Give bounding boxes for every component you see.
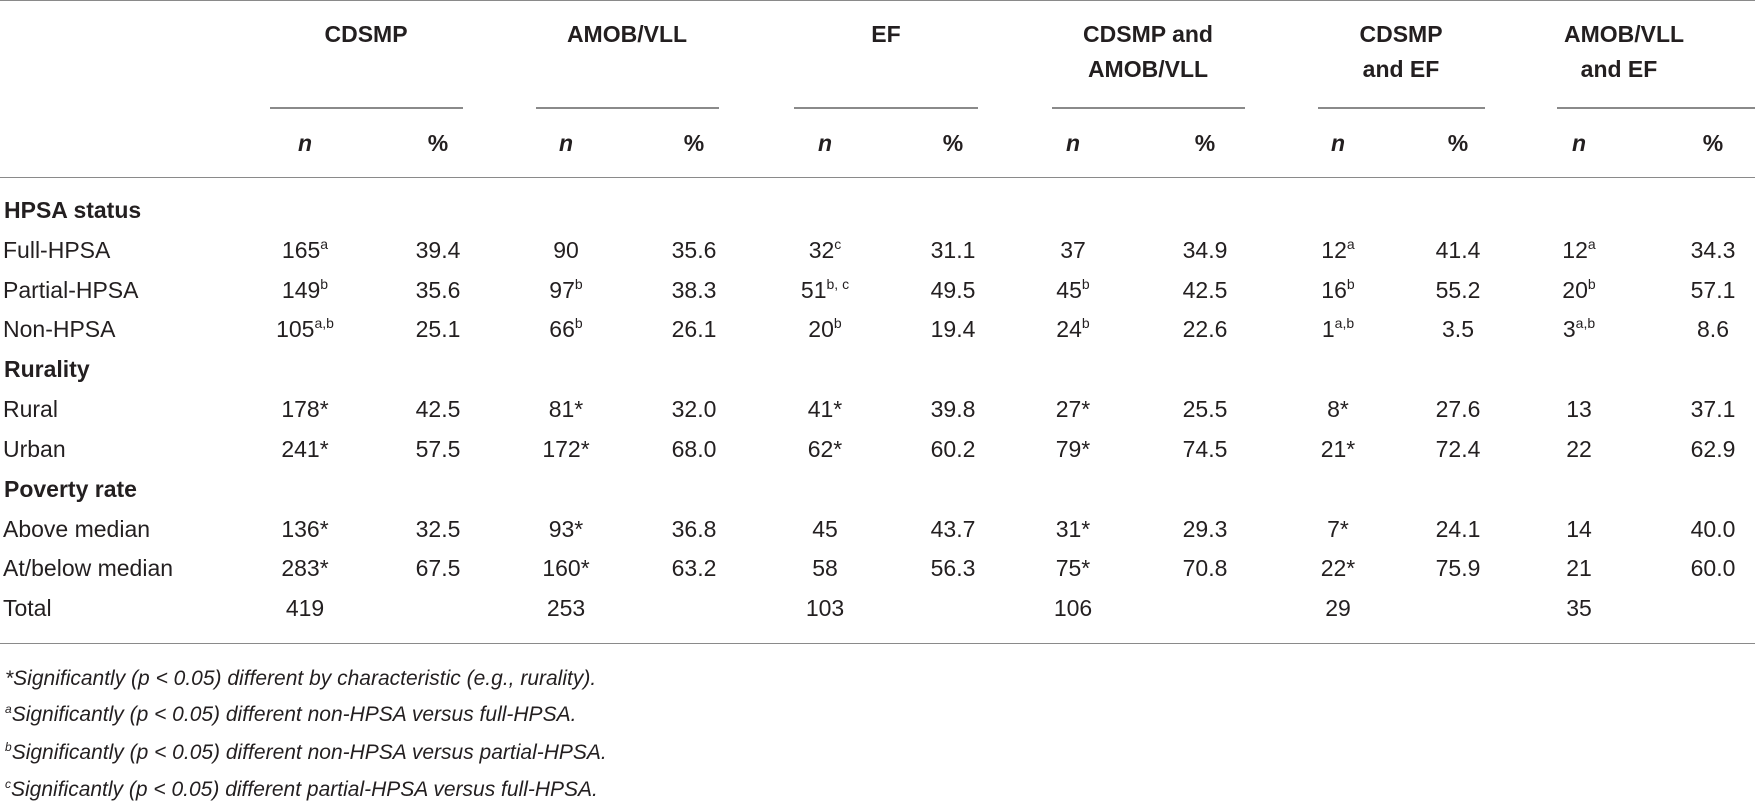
cell-pct: 22.6: [1182, 316, 1228, 342]
group-underline-ef: [794, 107, 978, 109]
cell-n-value: 93*: [548, 516, 584, 542]
cell-pct: 25.5: [1182, 396, 1228, 422]
cell-n-value: 3: [1562, 316, 1576, 342]
cell-n-value: 241*: [281, 436, 329, 462]
row-label: Partial-HPSA: [3, 277, 139, 303]
cell-pct: 74.5: [1182, 436, 1228, 462]
cell-n-value: 29: [1325, 595, 1351, 621]
cell-n: [808, 236, 842, 263]
cell-n-value: 178*: [281, 396, 329, 422]
cell-n-value: 283*: [281, 555, 329, 581]
cell-n-value: 21: [1566, 555, 1592, 581]
cell-n: [1562, 315, 1596, 342]
cell-n: [1321, 236, 1355, 263]
group-underline-amob-ef: [1557, 107, 1755, 109]
cell-n: [808, 315, 842, 342]
subheader-n: n: [1330, 130, 1346, 156]
cell-pct: 34.3: [1690, 237, 1736, 263]
row-label: Above median: [3, 516, 151, 542]
cell-n-value: 14: [1566, 516, 1592, 542]
cell-n-value: 13: [1566, 396, 1592, 422]
cell-n-value: 419: [285, 595, 325, 621]
cell-n-value: 12: [1321, 237, 1347, 263]
cell-n-value: 20: [808, 316, 834, 342]
column-header-cdsmp-ef: CDSMP and EF: [1359, 21, 1443, 82]
cell-pct: 42.5: [1182, 277, 1228, 303]
subheader-n: n: [558, 130, 574, 156]
cell-n-value: 41*: [807, 396, 843, 422]
subheader-n: n: [1065, 130, 1081, 156]
cell-n-value: 75*: [1055, 555, 1091, 581]
cell-n: [549, 518, 584, 541]
column-header-cdsmp: CDSMP: [324, 21, 408, 47]
cell-n-value: 103: [805, 595, 845, 621]
cell-n: [1056, 398, 1091, 421]
cell-superscript: a: [320, 236, 329, 252]
cell-n: [1056, 518, 1091, 541]
subheader-pct: %: [1447, 130, 1469, 156]
cell-pct: 42.5: [415, 396, 461, 422]
cell-pct: 8.6: [1697, 316, 1729, 342]
cell-pct: 39.8: [930, 396, 976, 422]
cell-n-value: 7*: [1327, 516, 1349, 542]
section-title-hpsa-status: HPSA status: [4, 197, 142, 223]
subheader-n: n: [1571, 130, 1587, 156]
cell-superscript: c: [834, 236, 842, 252]
group-underline-cdsmp-amob: [1052, 107, 1245, 109]
cell-pct: 31.1: [930, 237, 976, 263]
cell-pct: 29.3: [1182, 516, 1228, 542]
table-bottom-rule: [0, 643, 1755, 644]
cell-n-value: 1: [1321, 316, 1335, 342]
row-label: Urban: [3, 436, 66, 462]
cell-pct: 60.2: [930, 436, 976, 462]
footnote: [5, 704, 576, 725]
cell-n-value: 12: [1562, 237, 1588, 263]
subheader-pct: %: [1194, 130, 1216, 156]
cell-pct: 56.3: [930, 555, 976, 581]
cell-n: [549, 276, 583, 303]
cell-n-value: 62*: [807, 436, 843, 462]
cell-pct: 57.5: [415, 436, 461, 462]
cell-superscript: a: [1587, 236, 1596, 252]
cell-n-value: 58: [812, 555, 838, 581]
cell-superscript: b: [1081, 315, 1090, 331]
footnote-text: *Significantly (p < 0.05) different by characteristic (e.g., rurality).: [5, 667, 597, 690]
cell-n: [281, 557, 328, 580]
cell-pct: 32.0: [671, 396, 717, 422]
cell-pct: 24.1: [1435, 516, 1481, 542]
cell-n: [806, 597, 844, 620]
cell-n-value: 66: [549, 316, 575, 342]
cell-n-value: 24: [1056, 316, 1082, 342]
cell-n: [281, 398, 328, 421]
cell-n: [542, 438, 589, 461]
cell-n: [281, 236, 329, 263]
cell-n-value: 136*: [281, 516, 329, 542]
cell-superscript: b: [833, 315, 842, 331]
cell-n: [281, 518, 328, 541]
cell-pct: 68.0: [671, 436, 717, 462]
cell-n-value: 22: [1566, 436, 1592, 462]
cell-pct: 49.5: [930, 277, 976, 303]
cell-n: [1327, 398, 1349, 421]
group-underline-amob-vll: [536, 107, 719, 109]
section-title-rurality: Rurality: [4, 356, 90, 382]
footnote-text: Significantly (p < 0.05) different non-HPSA versus full-HPSA.: [11, 703, 577, 726]
cell-n-value: 32: [808, 237, 835, 263]
cell-superscript: a,b: [1334, 315, 1355, 331]
row-label: Full-HPSA: [3, 237, 111, 263]
header-bottom-rule: [0, 177, 1755, 178]
cell-n: [1054, 597, 1092, 620]
footnote-mark: a: [5, 702, 12, 716]
cell-n-value: 79*: [1055, 436, 1091, 462]
cell-n: [1566, 518, 1592, 541]
cell-n-value: 45: [1056, 277, 1082, 303]
cell-pct: 25.1: [415, 316, 461, 342]
cell-n: [1056, 276, 1090, 303]
cell-n: [1321, 557, 1356, 580]
cell-n: [1321, 276, 1355, 303]
footnote: [5, 668, 596, 689]
cell-pct: 32.5: [415, 516, 461, 542]
group-underline-cdsmp: [270, 107, 463, 109]
cell-n: [1566, 438, 1592, 461]
footnote-mark: c: [5, 777, 11, 791]
subheader-n: n: [297, 130, 313, 156]
cell-n-value: 22*: [1320, 555, 1356, 581]
cell-superscript: b: [320, 276, 329, 292]
cell-n: [1566, 557, 1592, 580]
cell-n: [1056, 315, 1090, 342]
cell-superscript: b: [1587, 276, 1596, 292]
cell-pct: 26.1: [671, 316, 717, 342]
cell-superscript: a: [1346, 236, 1355, 252]
cell-n-value: 51: [800, 277, 827, 303]
cell-pct: 36.8: [671, 516, 717, 542]
cell-superscript: b: [1346, 276, 1355, 292]
cell-pct: 70.8: [1182, 555, 1228, 581]
cell-n: [1325, 597, 1351, 620]
column-header-ef: EF: [871, 21, 901, 47]
cell-n: [1321, 438, 1356, 461]
cell-n-value: 105: [276, 316, 315, 342]
footnote: [5, 779, 598, 800]
column-header-amob-vll: AMOB/VLL: [566, 21, 688, 47]
subheader-n: n: [817, 130, 833, 156]
cell-pct: 60.0: [1690, 555, 1736, 581]
cell-n-value: 172*: [542, 436, 590, 462]
cell-pct: 63.2: [671, 555, 717, 581]
cell-n: [808, 398, 843, 421]
cell-n-value: 160*: [542, 555, 590, 581]
cell-n-value: 35: [1566, 595, 1592, 621]
column-header-amob-ef: AMOB/VLL and EF: [1564, 21, 1685, 82]
subheader-pct: %: [427, 130, 449, 156]
cell-n-value: 21*: [1320, 436, 1356, 462]
cell-superscript: a,b: [314, 315, 334, 331]
cell-n-value: 165: [281, 237, 321, 263]
cell-n: [1566, 597, 1592, 620]
row-label: Non-HPSA: [3, 316, 116, 342]
column-header-cdsmp-amob: CDSMP and AMOB/VLL: [1083, 21, 1213, 82]
cell-superscript: b: [574, 315, 583, 331]
cell-n: [812, 557, 838, 580]
subheader-pct: %: [683, 130, 705, 156]
footnote: [5, 742, 607, 763]
cell-superscript: a,b: [1575, 315, 1596, 331]
cell-n: [549, 315, 583, 342]
cell-n: [281, 438, 328, 461]
cell-n: [1327, 518, 1349, 541]
cell-n-value: 27*: [1055, 396, 1091, 422]
cell-n: [1321, 315, 1355, 342]
cell-pct: 62.9: [1690, 436, 1736, 462]
cell-n: [1566, 398, 1592, 421]
cell-n: [281, 276, 329, 303]
cell-n-value: 97: [549, 277, 575, 303]
cell-n: [553, 239, 579, 262]
cell-n: [286, 597, 324, 620]
cell-n-value: 37: [1060, 237, 1086, 263]
cell-n: [276, 315, 334, 342]
cell-pct: 40.0: [1690, 516, 1736, 542]
cell-n-value: 90: [553, 237, 579, 263]
cell-n-value: 45: [812, 516, 838, 542]
cell-pct: 35.6: [415, 277, 461, 303]
cell-pct: 35.6: [671, 237, 717, 263]
cell-pct: 75.9: [1435, 555, 1481, 581]
section-title-poverty-rate: Poverty rate: [4, 476, 137, 502]
cell-n-value: 20: [1562, 277, 1588, 303]
row-label: Rural: [3, 396, 58, 422]
subheader-pct: %: [942, 130, 964, 156]
cell-pct: 57.1: [1690, 277, 1736, 303]
cell-n-value: 106: [1053, 595, 1093, 621]
cell-n: [812, 518, 838, 541]
cell-pct: 27.6: [1435, 396, 1481, 422]
row-label: Total: [3, 595, 52, 621]
cell-n: [1562, 236, 1596, 263]
cell-n: [542, 557, 589, 580]
cell-pct: 67.5: [415, 555, 461, 581]
cell-n-value: 16: [1321, 277, 1347, 303]
cell-n: [1056, 438, 1091, 461]
table-top-rule: [0, 0, 1755, 1]
cell-pct: 38.3: [671, 277, 717, 303]
cell-n: [547, 597, 585, 620]
cell-pct: 43.7: [930, 516, 976, 542]
cell-pct: 19.4: [930, 316, 976, 342]
footnote-mark: b: [5, 740, 12, 754]
cell-n: [1562, 276, 1596, 303]
subheader-pct: %: [1702, 130, 1724, 156]
cell-n-value: 253: [546, 595, 586, 621]
group-underline-cdsmp-ef: [1318, 107, 1485, 109]
cell-n-value: 149: [281, 277, 321, 303]
cell-superscript: b: [1081, 276, 1090, 292]
cell-superscript: b, c: [826, 276, 850, 292]
cell-n: [808, 438, 843, 461]
cell-pct: 34.9: [1182, 237, 1228, 263]
cell-n-value: 81*: [548, 396, 584, 422]
cell-pct: 72.4: [1435, 436, 1481, 462]
cell-pct: 37.1: [1690, 396, 1736, 422]
cell-n-value: 8*: [1327, 396, 1349, 422]
cell-n: [549, 398, 584, 421]
cell-n-value: 31*: [1055, 516, 1091, 542]
footnote-text: Significantly (p < 0.05) different non-HPSA versus partial-HPSA.: [11, 741, 607, 764]
cell-pct: 3.5: [1442, 316, 1474, 342]
row-label: At/below median: [3, 555, 174, 581]
cell-pct: 39.4: [415, 237, 461, 263]
cell-n: [800, 276, 850, 303]
cell-pct: 41.4: [1435, 237, 1481, 263]
cell-superscript: b: [574, 276, 583, 292]
cell-pct: 55.2: [1435, 277, 1481, 303]
cell-n: [1060, 239, 1086, 262]
cell-n: [1056, 557, 1091, 580]
footnote-text: Significantly (p < 0.05) different partial-HPSA versus full-HPSA.: [11, 778, 598, 801]
